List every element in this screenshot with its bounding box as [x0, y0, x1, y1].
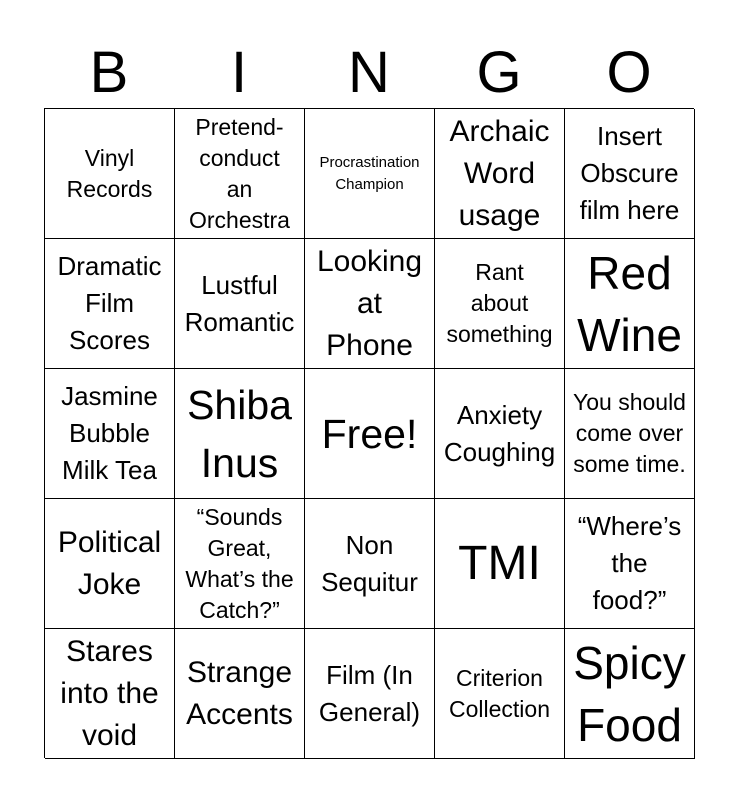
header-letter-g: G — [476, 40, 522, 105]
cell-text: Looking at Phone — [316, 244, 423, 362]
cell-text: Vinyl Records — [66, 144, 153, 202]
bingo-cell[interactable] — [175, 369, 305, 499]
bingo-cell[interactable] — [175, 109, 305, 239]
bingo-cell[interactable] — [565, 499, 695, 629]
header-letter-n: N — [348, 40, 390, 105]
bingo-cell[interactable] — [435, 499, 565, 629]
bingo-cell[interactable] — [565, 109, 695, 239]
bingo-cell[interactable] — [435, 629, 565, 759]
cell-text: Political Joke — [57, 525, 162, 601]
bingo-cell[interactable] — [565, 369, 695, 499]
bingo-header — [44, 40, 694, 106]
bingo-cell[interactable] — [175, 629, 305, 759]
cell-text: Archaic Word usage — [449, 114, 550, 232]
bingo-cell[interactable] — [305, 499, 435, 629]
cell-text: Spicy Food — [573, 636, 686, 751]
bingo-cell[interactable] — [45, 239, 175, 369]
header-letter-i: I — [230, 40, 248, 105]
cell-text: Strange Accents — [186, 655, 293, 731]
cell-text: Rant about something — [446, 259, 553, 347]
cell-text: “Sounds Great, What’s the Catch?” — [185, 503, 294, 623]
bingo-cell[interactable] — [175, 499, 305, 629]
cell-text: Shiba Inus — [187, 381, 292, 486]
cell-text: Lustful Romantic — [184, 269, 295, 337]
bingo-cell[interactable] — [305, 109, 435, 239]
cell-text: “Where’s the food?” — [577, 511, 682, 615]
bingo-cell[interactable] — [45, 499, 175, 629]
bingo-cell[interactable] — [305, 239, 435, 369]
bingo-cell[interactable] — [435, 369, 565, 499]
bingo-cell[interactable] — [565, 629, 695, 759]
cell-text: Stares into the void — [60, 634, 159, 752]
cell-text: Film (In General) — [318, 659, 421, 727]
bingo-cell[interactable] — [305, 629, 435, 759]
header-letter-b: B — [89, 40, 129, 105]
cell-text: Anxiety Coughing — [443, 399, 556, 467]
bingo-cell[interactable] — [565, 239, 695, 369]
cell-text: You should come over some time. — [573, 389, 686, 477]
bingo-cell[interactable] — [435, 109, 565, 239]
bingo-cell[interactable] — [45, 109, 175, 239]
bingo-cell[interactable] — [435, 239, 565, 369]
bingo-cell[interactable] — [175, 239, 305, 369]
cell-text: Insert Obscure film here — [579, 121, 680, 225]
cell-text: TMI — [458, 536, 541, 590]
bingo-cell[interactable] — [45, 629, 175, 759]
cell-text: Criterion Collection — [449, 664, 550, 722]
cell-text: Procrastination Champion — [319, 153, 420, 193]
bingo-cell[interactable] — [45, 369, 175, 499]
cell-text: Red Wine — [577, 246, 682, 361]
free-space-text: Free! — [321, 410, 418, 457]
free-space-cell[interactable] — [305, 369, 435, 499]
cell-text: Pretend- conduct an Orchestra — [189, 113, 290, 233]
bingo-card-grid — [44, 108, 694, 758]
cell-text: Dramatic Film Scores — [57, 251, 162, 355]
header-letter-o: O — [606, 40, 652, 105]
cell-text: Jasmine Bubble Milk Tea — [61, 381, 158, 485]
cell-text: Non Sequitur — [321, 529, 418, 597]
